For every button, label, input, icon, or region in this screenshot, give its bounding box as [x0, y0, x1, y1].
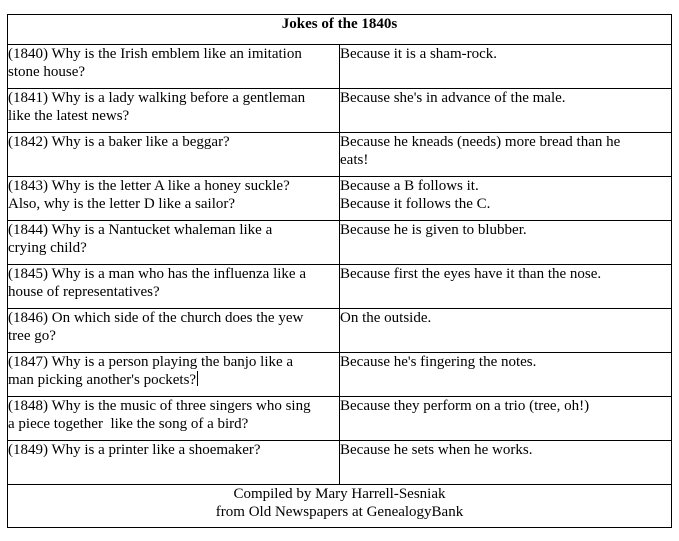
question-cell[interactable]: [8, 133, 340, 177]
answer-text: Because he's fingering the notes.: [340, 354, 537, 370]
text-cursor: [197, 371, 198, 386]
table-row: [8, 397, 672, 441]
question-text: (1843) Why is the letter A like a honey suckle?: [8, 178, 290, 194]
table-row: [8, 353, 672, 397]
answer-cell[interactable]: [340, 89, 672, 133]
question-text: (1845) Why is a man who has the influenza like a: [8, 266, 306, 282]
title-row: [8, 15, 672, 45]
answer-text: eats!: [340, 152, 369, 168]
table-row: [8, 309, 672, 353]
question-text: (1846) On which side of the church does the yew: [8, 310, 304, 326]
answer-text: Because he sets when he works.: [340, 442, 533, 458]
answer-text: Because it follows the C.: [340, 196, 491, 212]
question-text: (1840) Why is the Irish emblem like an imitation: [8, 46, 302, 62]
answer-text: Because they perform on a trio (tree, oh!): [340, 398, 590, 414]
question-text: (1849) Why is a printer like a shoemaker?: [8, 442, 261, 458]
question-text: (1842) Why is a baker like a beggar?: [8, 134, 230, 150]
question-text: like the latest news?: [8, 108, 130, 124]
answer-cell[interactable]: [340, 265, 672, 309]
table-row: [8, 45, 672, 89]
table-row: [8, 177, 672, 221]
answer-cell[interactable]: [340, 397, 672, 441]
question-cell[interactable]: [8, 89, 340, 133]
jokes-table: [7, 14, 672, 528]
question-cell[interactable]: [8, 265, 340, 309]
answer-cell[interactable]: [340, 353, 672, 397]
credits-cell[interactable]: [8, 485, 672, 528]
question-text: (1841) Why is a lady walking before a gentleman: [8, 90, 306, 106]
question-text: (1848) Why is the music of three singers who sing: [8, 398, 311, 414]
question-text: (1844) Why is a Nantucket whaleman like a: [8, 222, 273, 238]
question-text: (1847) Why is a person playing the banjo like a: [8, 354, 294, 370]
answer-cell[interactable]: [340, 133, 672, 177]
table-row: [8, 265, 672, 309]
table-row: [8, 441, 672, 485]
question-cell[interactable]: [8, 353, 340, 397]
question-cell[interactable]: [8, 221, 340, 265]
question-cell[interactable]: [8, 309, 340, 353]
answer-text: Because a B follows it.: [340, 178, 479, 194]
answer-text: Because she's in advance of the male.: [340, 90, 566, 106]
question-text: tree go?: [8, 328, 56, 344]
answer-text: On the outside.: [340, 310, 432, 326]
answer-text: Because he kneads (needs) more bread than he: [340, 134, 621, 150]
question-cell[interactable]: [8, 45, 340, 89]
question-text: a piece together like the song of a bird?: [8, 416, 249, 432]
table-row: [8, 133, 672, 177]
table-row: [8, 221, 672, 265]
answer-text: Because first the eyes have it than the nose.: [340, 266, 602, 282]
answer-cell[interactable]: [340, 221, 672, 265]
answer-text: Because it is a sham-rock.: [340, 46, 498, 62]
question-cell[interactable]: [8, 397, 340, 441]
answer-cell[interactable]: [340, 45, 672, 89]
question-cell[interactable]: [8, 177, 340, 221]
answer-text: Because he is given to blubber.: [340, 222, 527, 238]
table-row: [8, 89, 672, 133]
question-text: crying child?: [8, 240, 87, 256]
credits-compiled-by: Compiled by Mary Harrell-Sesniak: [233, 486, 446, 502]
answer-cell[interactable]: [340, 177, 672, 221]
question-cell[interactable]: [8, 441, 340, 485]
credits-source: from Old Newspapers at GenealogyBank: [215, 504, 464, 520]
joke-rows: [8, 45, 672, 485]
table-title[interactable]: Jokes of the 1840s: [8, 15, 672, 45]
question-text: man picking another's pockets?: [8, 372, 197, 388]
footer-row: [8, 485, 672, 528]
question-text: house of representatives?: [8, 284, 160, 300]
answer-cell[interactable]: [340, 309, 672, 353]
question-text: Also, why is the letter D like a sailor?: [8, 196, 236, 212]
answer-cell[interactable]: [340, 441, 672, 485]
question-text: stone house?: [8, 64, 86, 80]
